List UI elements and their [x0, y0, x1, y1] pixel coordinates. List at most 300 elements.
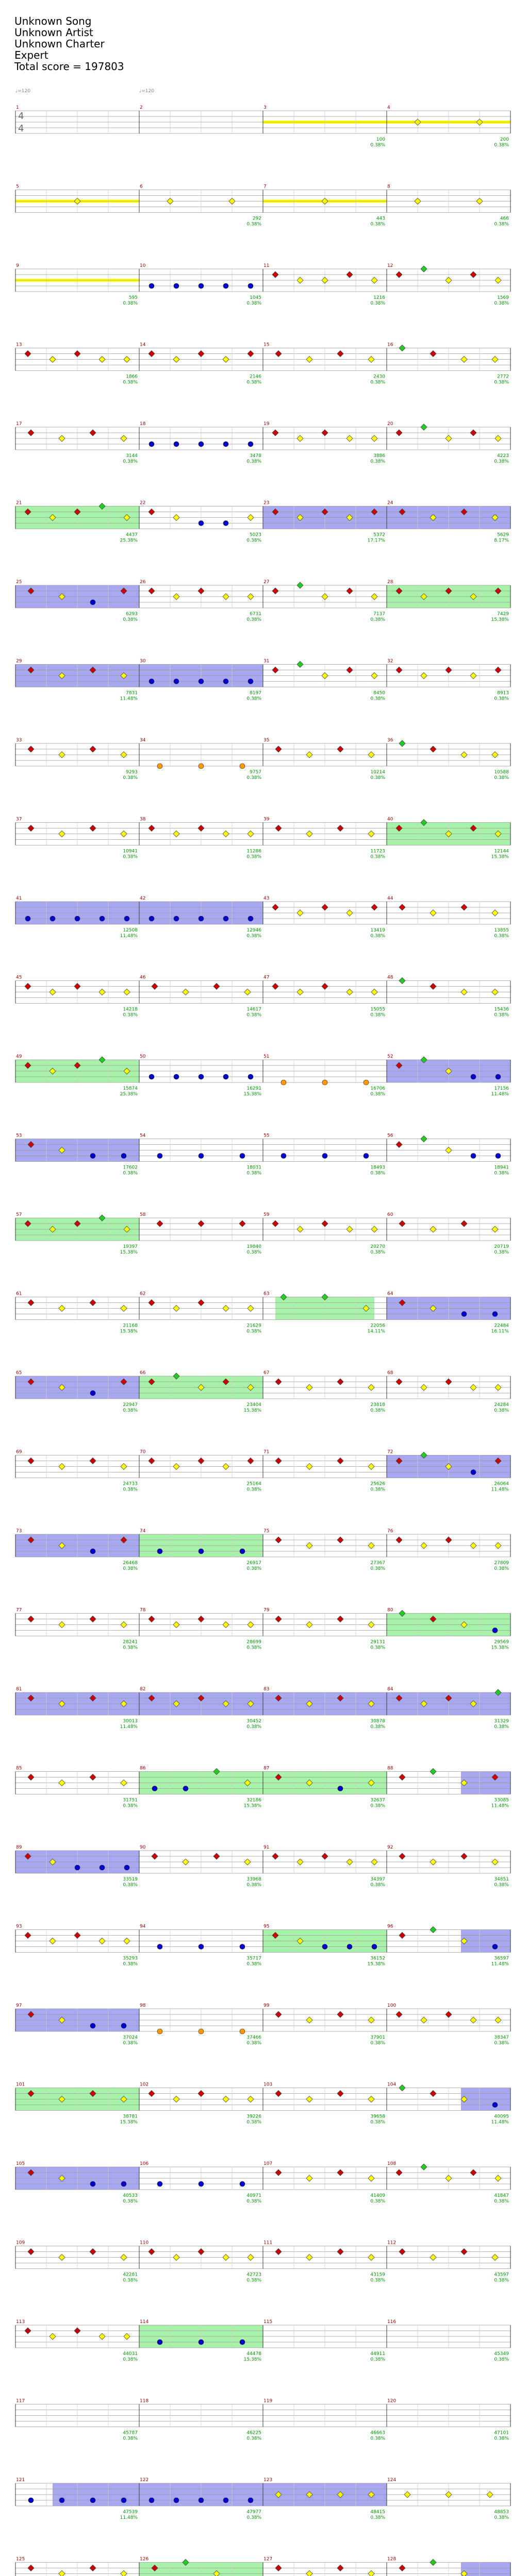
measure-score: 10214 — [370, 770, 385, 775]
note-gem — [148, 588, 155, 594]
measure-number: 45 — [16, 975, 22, 980]
note-gem — [124, 1938, 130, 1944]
measure-score: 10588 — [494, 770, 509, 775]
measure-percent: 0.38% — [246, 617, 261, 622]
note-gem — [470, 673, 476, 679]
measure-percent: 0.38% — [246, 1724, 261, 1730]
note-gem — [148, 509, 155, 515]
note-gem — [100, 916, 105, 921]
measure-number: 58 — [140, 1212, 146, 1217]
measure-number: 90 — [140, 1845, 146, 1850]
measure-number: 126 — [140, 2556, 149, 2562]
measure-percent: 17.17% — [367, 538, 385, 544]
note-gem — [306, 2255, 312, 2261]
song-artist: Unknown Artist — [14, 26, 93, 39]
measure-score: 6293 — [126, 612, 138, 617]
measure-percent: 0.38% — [123, 1171, 138, 1176]
measure-score: 13855 — [494, 928, 509, 933]
note-gem — [346, 1226, 353, 1232]
note-gem — [337, 825, 343, 832]
note-gem — [223, 831, 229, 837]
measure-number: 88 — [387, 1766, 393, 1771]
note-gem — [90, 1391, 95, 1396]
note-gem — [173, 2096, 179, 2103]
measure-score: 200 — [500, 137, 509, 142]
measure-percent: 0.38% — [246, 854, 261, 860]
measure-number: 97 — [16, 2003, 22, 2008]
measure-percent: 0.38% — [370, 2357, 385, 2362]
note-gem — [297, 1226, 303, 1232]
note-gem — [346, 1859, 353, 1865]
measure-score: 1045 — [250, 295, 261, 300]
note-gem — [421, 673, 427, 679]
note-gem — [248, 2096, 254, 2103]
note-gem — [199, 283, 204, 289]
note-gem — [90, 825, 96, 832]
measure-percent: 0.38% — [494, 1012, 509, 1018]
measure-percent: 0.38% — [370, 2199, 385, 2204]
note-gem — [244, 1859, 251, 1865]
note-gem — [492, 989, 498, 995]
note-gem — [248, 351, 254, 357]
note-gem — [121, 1306, 127, 1312]
measure-number: 83 — [263, 1687, 270, 1692]
measure-number: 65 — [16, 1370, 22, 1376]
note-gem — [297, 910, 303, 916]
measure-percent: 15.38% — [243, 1803, 261, 1809]
measure-percent: 0.38% — [246, 2515, 261, 2520]
note-gem — [322, 904, 328, 910]
measure-percent: 0.38% — [370, 696, 385, 702]
note-gem — [496, 1074, 501, 1079]
measure-percent: 15.38% — [120, 2120, 138, 2125]
measure-number: 23 — [263, 500, 270, 506]
measure-percent: 0.38% — [123, 1487, 138, 1493]
measure-percent: 15.38% — [491, 854, 509, 860]
measure-percent: 14.11% — [367, 1329, 385, 1334]
note-gem — [297, 435, 303, 442]
note-gem — [248, 1622, 254, 1628]
note-gem — [240, 2029, 245, 2034]
measure-number: 119 — [263, 2398, 273, 2404]
measure-number: 84 — [387, 1687, 393, 1692]
measure-number: 72 — [387, 1449, 393, 1455]
measure-percent: 0.38% — [494, 775, 509, 781]
note-gem — [223, 594, 229, 600]
measure-percent: 11.48% — [120, 2515, 138, 2520]
note-gem — [471, 1470, 476, 1475]
measure-number: 31 — [263, 658, 270, 664]
measure-score: 17602 — [123, 1165, 138, 1171]
note-gem — [337, 2091, 343, 2097]
measure-number: 59 — [263, 1212, 270, 1217]
note-gem — [421, 1136, 427, 1142]
note-gem — [371, 989, 377, 995]
note-gem — [223, 521, 228, 526]
note-gem — [306, 1622, 312, 1628]
note-gem — [396, 1379, 402, 1385]
note-gem — [492, 1312, 498, 1317]
note-gem — [430, 2255, 436, 2261]
note-gem — [198, 1300, 204, 1306]
measure-number: 5 — [16, 184, 19, 190]
note-gem — [496, 1154, 501, 1159]
note-gem — [59, 831, 65, 837]
measure-percent: 0.38% — [370, 1645, 385, 1651]
note-gem — [337, 1458, 343, 1464]
note-gem — [272, 1221, 278, 1227]
measure-percent: 0.38% — [123, 459, 138, 464]
measure-score: 8197 — [250, 690, 261, 696]
note-gem — [90, 1154, 95, 1159]
measure-number: 35 — [263, 738, 270, 743]
measure-score: 44031 — [123, 2351, 138, 2357]
measure-number: 53 — [16, 1133, 22, 1139]
measure-number: 26 — [140, 580, 146, 585]
note-gem — [322, 673, 328, 679]
note-gem — [240, 1154, 245, 1159]
note-gem — [492, 357, 498, 363]
note-gem — [470, 2170, 476, 2176]
note-gem — [371, 277, 377, 283]
note-gem — [337, 746, 343, 752]
measure-number: 36 — [387, 738, 393, 743]
measure-number: 10 — [140, 263, 146, 268]
note-gem — [399, 2565, 405, 2571]
note-gem — [470, 430, 476, 436]
measure-score: 35717 — [246, 1956, 261, 1961]
measure-score: 44911 — [370, 2351, 385, 2357]
measure-percent: 0.38% — [370, 1012, 385, 1018]
measure-percent: 0.38% — [494, 934, 509, 939]
note-gem — [74, 198, 80, 205]
note-gem — [173, 2255, 179, 2261]
note-gem — [306, 2017, 312, 2023]
measure-percent: 0.38% — [370, 617, 385, 622]
measure-score: 18941 — [494, 1165, 509, 1171]
note-gem — [364, 1154, 369, 1159]
measure-score: 48853 — [494, 2510, 509, 2515]
note-gem — [240, 1549, 245, 1554]
note-gem — [90, 746, 96, 752]
note-gem — [306, 2096, 312, 2103]
note-gem — [470, 1543, 476, 1549]
note-gem — [446, 667, 452, 673]
measure-percent: 11.48% — [491, 2120, 509, 2125]
note-gem — [223, 1622, 229, 1628]
measure-number: 127 — [263, 2556, 273, 2562]
measure-score: 9293 — [126, 770, 138, 775]
note-gem — [124, 916, 129, 921]
measure-number: 28 — [387, 580, 393, 585]
note-gem — [495, 1384, 501, 1391]
measure-percent: 0.38% — [494, 2515, 509, 2520]
note-gem — [461, 2249, 467, 2255]
measure-score: 15874 — [123, 1086, 138, 1091]
note-gem — [368, 831, 374, 837]
note-gem — [199, 2029, 204, 2034]
measure-percent: 11.48% — [120, 696, 138, 702]
note-gem — [371, 904, 377, 910]
measure-score: 26917 — [246, 1561, 261, 1566]
measure-score: 43597 — [494, 2272, 509, 2278]
note-gem — [90, 2565, 96, 2571]
measure-number: 32 — [387, 658, 393, 664]
note-gem — [396, 1537, 402, 1543]
note-gem — [174, 283, 179, 289]
note-gem — [421, 2017, 427, 2023]
measure-number: 125 — [16, 2556, 25, 2562]
measure-percent: 11.48% — [120, 934, 138, 939]
measure-number: 62 — [140, 1291, 146, 1297]
measure-percent: 0.38% — [370, 2041, 385, 2046]
note-gem — [28, 2498, 34, 2503]
note-gem — [90, 2498, 95, 2503]
note-gem — [495, 435, 501, 442]
note-gem — [99, 989, 105, 995]
note-gem — [492, 2255, 498, 2261]
note-gem — [173, 1306, 179, 1312]
note-gem — [223, 357, 229, 363]
note-gem — [322, 1080, 327, 1085]
measure-score: 20270 — [370, 1244, 385, 1249]
note-gem — [297, 1859, 303, 1865]
note-gem — [346, 910, 353, 916]
note-gem — [74, 351, 80, 357]
note-gem — [148, 1458, 155, 1464]
measure-percent: 0.38% — [246, 538, 261, 544]
note-gem — [275, 2170, 282, 2176]
note-gem — [368, 2255, 374, 2261]
measure-percent: 0.38% — [246, 222, 261, 227]
measure-percent: 15.38% — [243, 1092, 261, 1097]
measure-percent: 25.38% — [120, 538, 138, 544]
measure-percent: 0.38% — [370, 1883, 385, 1888]
measure-score: 16706 — [370, 1086, 385, 1091]
note-gem — [495, 2017, 501, 2023]
measure-number: 15 — [263, 342, 270, 348]
measure-number: 71 — [263, 1449, 270, 1455]
note-gem — [28, 2249, 34, 2255]
measure-score: 21168 — [123, 1323, 138, 1329]
measure-score: 40971 — [246, 2193, 261, 2198]
note-gem — [25, 1933, 31, 1939]
note-gem — [173, 515, 179, 521]
note-gem — [223, 2096, 229, 2103]
measure-percent: 0.38% — [494, 222, 509, 227]
note-gem — [275, 746, 282, 752]
note-gem — [248, 442, 253, 447]
measure-score: 45787 — [123, 2430, 138, 2436]
note-gem — [28, 1458, 34, 1464]
measure-number: 1 — [16, 105, 19, 110]
measure-number: 95 — [263, 1924, 270, 1929]
note-gem — [322, 1221, 328, 1227]
measure-score: 36597 — [494, 1956, 509, 1961]
measure-number: 8 — [387, 184, 390, 190]
note-gem — [470, 272, 476, 278]
measure-percent: 0.38% — [123, 2199, 138, 2204]
note-gem — [306, 752, 312, 758]
measure-score: 14617 — [246, 1007, 261, 1012]
measure-percent: 0.38% — [494, 1408, 509, 1413]
note-gem — [25, 2328, 31, 2334]
total-score: Total score = 197803 — [14, 60, 124, 73]
measure-percent: 11.48% — [120, 1724, 138, 1730]
measure-score: 3886 — [373, 453, 385, 459]
note-gem — [430, 746, 436, 752]
measure-percent: 0.38% — [123, 1883, 138, 1888]
measure-score: 40095 — [494, 2114, 509, 2120]
measure-score: 37466 — [246, 2035, 261, 2040]
note-gem — [337, 351, 343, 357]
note-gem — [446, 1147, 452, 1154]
note-gem — [223, 916, 228, 921]
measure-percent: 0.38% — [494, 301, 509, 306]
note-gem — [275, 1537, 282, 1543]
note-gem — [476, 119, 483, 125]
tempo-label: ♩=120 — [15, 89, 30, 94]
note-gem — [248, 679, 253, 684]
measure-score: 42723 — [246, 2272, 261, 2278]
measure-score: 30878 — [370, 1719, 385, 1724]
measure-percent: 25.38% — [120, 1092, 138, 1097]
note-gem — [183, 1786, 188, 1791]
measure-percent: 0.38% — [494, 2041, 509, 2046]
note-gem — [124, 357, 130, 363]
note-gem — [28, 2565, 34, 2571]
measure-percent: 0.38% — [370, 222, 385, 227]
measure-score: 1866 — [126, 374, 138, 380]
note-gem — [148, 825, 155, 832]
note-gem — [399, 2085, 405, 2091]
measure-score: 14218 — [123, 1007, 138, 1012]
note-gem — [421, 1543, 427, 1549]
note-gem — [198, 2091, 204, 2097]
measure-percent: 0.38% — [246, 696, 261, 702]
measure-score: 48415 — [370, 2510, 385, 2515]
note-gem — [25, 916, 30, 921]
note-gem — [399, 740, 405, 747]
note-gem — [337, 1616, 343, 1622]
measure-score: 27367 — [370, 1561, 385, 1566]
note-gem — [174, 679, 179, 684]
measure-percent: 0.38% — [370, 1408, 385, 1413]
note-gem — [157, 1944, 162, 1950]
measure-score: 20719 — [494, 1244, 509, 1249]
note-gem — [248, 831, 254, 837]
note-gem — [199, 1549, 204, 1554]
note-gem — [306, 831, 312, 837]
note-gem — [240, 764, 245, 769]
measure-score: 595 — [128, 295, 138, 300]
note-gem — [476, 198, 483, 205]
note-gem — [272, 430, 278, 436]
note-gem — [25, 984, 31, 990]
note-gem — [213, 984, 220, 990]
note-gem — [198, 825, 204, 832]
note-gem — [90, 2249, 96, 2255]
note-gem — [50, 1938, 56, 1944]
measure-number: 99 — [263, 2003, 270, 2008]
measure-score: 17156 — [494, 1086, 509, 1091]
measure-percent: 0.38% — [370, 934, 385, 939]
note-gem — [198, 588, 204, 594]
measure-number: 11 — [263, 263, 270, 268]
measure-number: 98 — [140, 2003, 146, 2008]
measure-score: 18031 — [246, 1165, 261, 1171]
measure-number: 47 — [263, 975, 270, 980]
note-gem — [157, 1221, 163, 1227]
note-gem — [74, 1933, 80, 1939]
measure-score: 2146 — [250, 374, 261, 380]
measure-number: 69 — [16, 1449, 22, 1455]
note-gem — [152, 1786, 157, 1791]
measure-score: 29569 — [494, 1639, 509, 1645]
note-gem — [446, 2175, 452, 2181]
measure-score: 37901 — [370, 2035, 385, 2040]
measure-percent: 16.11% — [491, 1329, 509, 1334]
measure-number: 51 — [263, 1054, 270, 1059]
measure-number: 108 — [387, 2161, 397, 2166]
note-gem — [461, 1312, 467, 1317]
note-gem — [59, 1306, 65, 1312]
note-gem — [461, 1221, 467, 1227]
note-gem — [59, 2571, 65, 2576]
note-gem — [297, 582, 303, 588]
note-gem — [368, 2096, 374, 2103]
note-gem — [174, 2498, 179, 2503]
measure-percent: 0.38% — [246, 2436, 261, 2442]
note-gem — [461, 1853, 467, 1859]
measure-number: 48 — [387, 975, 393, 980]
song-charter: Unknown Charter — [14, 38, 105, 50]
measure-percent: 0.38% — [246, 301, 261, 306]
measure-number: 76 — [387, 1529, 393, 1534]
measure-score: 1569 — [497, 295, 509, 300]
measure-number: 80 — [387, 1607, 393, 1613]
note-gem — [461, 752, 467, 758]
note-gem — [90, 1300, 96, 1306]
measure-score: 3478 — [250, 453, 261, 459]
measure-score: 1216 — [373, 295, 385, 300]
measure-score: 7429 — [497, 612, 509, 617]
measure-score: 34397 — [370, 1877, 385, 1882]
note-gem — [121, 2023, 126, 2028]
note-gem — [167, 198, 173, 205]
note-gem — [248, 1458, 254, 1464]
measure-percent: 0.38% — [123, 1961, 138, 1967]
measure-percent: 0.38% — [123, 2278, 138, 2283]
measure-number: 82 — [140, 1687, 146, 1692]
note-gem — [368, 1622, 374, 1628]
measure-number: 103 — [263, 2082, 273, 2088]
measure-number: 122 — [140, 2478, 149, 2483]
note-gem — [173, 831, 179, 837]
measure-percent: 0.38% — [494, 1883, 509, 1888]
measure-score: 35293 — [123, 1956, 138, 1961]
measure-percent: 15.38% — [243, 1408, 261, 1413]
measure-number: 6 — [140, 184, 143, 190]
note-gem — [275, 2249, 282, 2255]
measure-number: 118 — [140, 2398, 149, 2404]
measure-score: 38347 — [494, 2035, 509, 2040]
measure-score: 33085 — [494, 1798, 509, 1803]
note-gem — [421, 266, 427, 272]
note-gem — [174, 442, 179, 447]
measure-percent: 0.38% — [123, 617, 138, 622]
note-gem — [399, 345, 405, 351]
